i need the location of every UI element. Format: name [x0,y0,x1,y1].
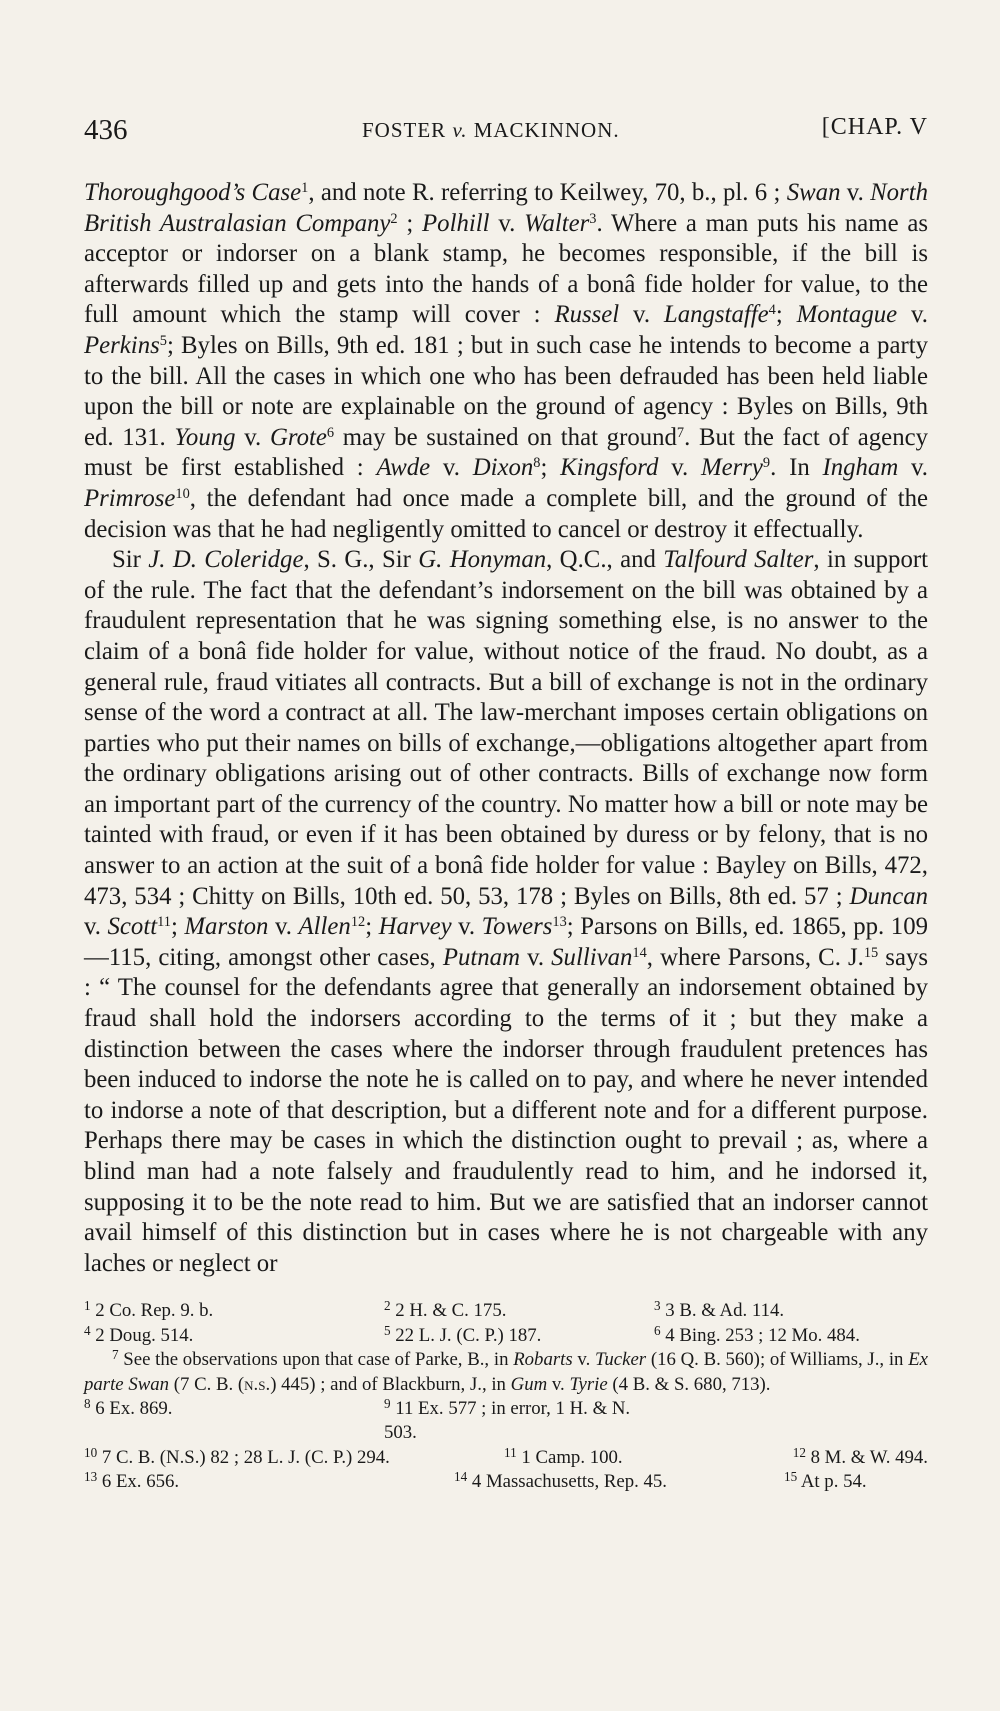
footnote-14: $^{14}$ 4 Massachusetts, Rep. 45. [454,1469,667,1493]
paragraph-2: Sir J. D. Coleridge, S. G., Sir G. Honyman, Q.C., and Talfourd Salter, in support of the rule. The fact that the defendant’s indorsement on the bill was obtained by a fraudulent representation that he was signing something else, is no answer to the claim of a bonâ fide holder for value, without notice of the fraud. No doubt, as a general rule, fraud vitiates all contracts. But a bill of exchange is not in the ordinary sense of the word a contract at all. The law-merchant imposes certain obligations on parties who put their names on bills of exchange,—obligations altogether apart from the ordinary obligations arising out of other contracts. Bills of exchange now form an important part of the currency of the country. No matter how a bill or note may be tainted with fraud, or even if it has been obtained by duress or by felony, that is no answer to an action at the suit of a bonâ fide holder for value : Bayley on Bills, 472, 473, 534 ; Chitty on Bills, 10th ed. 50, 53, 178 ; Byles on Bills, 8th ed. 57 ; Duncan v. Scott$^{11}$; Marston v. Allen$^{12}$; Harvey v. Towers$^{13}$; Parsons on Bills, ed. 1865, pp. 109—115, citing, amongst other cases, Putnam v. Sullivan$^{14}$, where Parsons, C. J.$^{15}$ says : “ The counsel for the defendants agree that generally an indorsement obtained by fraud shall hold the indorsers according to the terms of it ; but they make a distinction between the cases where the indorser through fraudulent pretences has been induced to indorse the note he is called on to pay, and where he never intended to indorse a note of that description, but a different note and for a different purpose. Perhaps there may be cases in which the distinction ought to prevail ; as, where a blind man had a note falsely and fraudulently read to him, and he indorsed it, supposing it to be the note read to him. But we are satisfied that an indorser cannot avail himself of this distinction but in cases where he is not chargeable with any laches or neglect or [84,546,929,1277]
running-title: FOSTER v. MACKINNON. [362,118,620,142]
footnote-9: $^9$ 11 Ex. 577 ; in error, 1 H. & N. 503. [384,1396,631,1444]
page-number: 436 [84,114,128,146]
footnote-row [84,1299,928,1323]
footnote-row [84,1470,928,1494]
footnote-12: $^{12}$ 8 M. & W. 494. [792,1444,928,1468]
footnotes [84,1299,928,1494]
footnote-8: $^8$ 6 Ex. 869. [84,1396,173,1419]
footnote-row [84,1324,928,1348]
footnote-empty [654,1397,928,1446]
chapter-label: [CHAP. V [821,114,928,140]
footnote-row [84,1397,928,1446]
paragraph-1: Thoroughgood’s Case$^1$, and note R. referring to Keilwey, 70, b., pl. 6 ; Swan v. North British Australasian Company$^2$ ; Polhill v. Walter$^3$. Where a man puts his name as acceptor or indorser on a blank stamp, he becomes responsible, if the bill is afterwards filled up and gets into the hands of a bonâ fide holder for value, to the full amount which the stamp will cover : Russel v. Langstaffe$^4$; Montague v. Perkins$^5$; Byles on Bills, 9th ed. 181 ; but in such case he intends to become a party to the bill. All the cases in which one who has been defrauded has been held liable upon the bill or note are explainable on the ground of agency : Byles on Bills, 9th ed. 131. Young v. Grote$^6$ may be sustained on that ground$^7$. But the fact of agency must be first established : Awde v. Dixon$^8$; Kingsford v. Merry$^9$. In Ingham v. Primrose$^{10}$, the defendant had once made a complete bill, and the ground of the decision was that he had negligently omitted to cancel or destroy it effectually. [84,179,929,543]
footnote-2: $^2$ 2 H. & C. 175. [384,1298,507,1322]
body-text [84,178,928,1279]
running-head [84,108,928,152]
footnote-4: $^4$ 2 Doug. 514. [84,1322,194,1346]
footnote-7: $^7$ See the observations upon that case of Parke, B., in Robarts v. Tucker (16 Q. B. 560); of Williams, J., in Ex parte Swan (7 C. B. (n.s.) 445) ; and of Blackburn, J., in Gum v. Tyrie (4 B. & S. 680, 713). [84,1347,928,1395]
footnote-6: $^6$ 4 Bing. 253 ; 12 Mo. 484. [654,1322,860,1346]
footnote-11: $^{11}$ 1 Camp. 100. [504,1444,623,1468]
footnote-5: $^5$ 22 L. J. (C. P.) 187. [384,1322,542,1346]
footnote-3: $^3$ 3 B. & Ad. 114. [654,1298,785,1322]
footnote-15: $^{15}$ At p. 54. [784,1469,867,1493]
footnote-1: $^1$ 2 Co. Rep. 9. b. [84,1298,214,1322]
footnote-10: $^{10}$ 7 C. B. (N.S.) 82 ; 28 L. J. (C. P.) 294. [84,1444,390,1468]
footnote-13: $^{13}$ 6 Ex. 656. [84,1469,180,1493]
footnote-row [84,1446,928,1470]
